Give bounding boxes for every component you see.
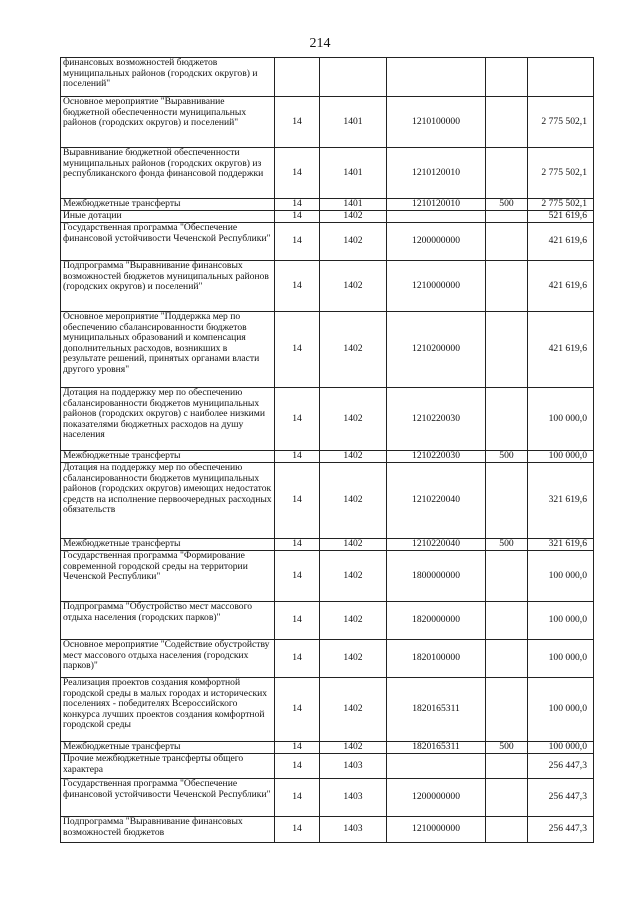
target-article-cell bbox=[387, 211, 486, 223]
amount-cell: 100 000,0 bbox=[528, 602, 594, 640]
ministry-code-cell: 14 bbox=[275, 742, 320, 754]
expense-type-cell bbox=[486, 817, 528, 843]
target-article-cell bbox=[387, 58, 486, 97]
section-code-cell: 1402 bbox=[320, 640, 387, 678]
target-article-cell bbox=[387, 754, 486, 779]
amount-cell: 321 619,6 bbox=[528, 539, 594, 551]
row-name-cell: Государственная программа "Формирование современной городской среды на территории Чеченской Республики" bbox=[61, 551, 275, 602]
ministry-code-cell: 14 bbox=[275, 678, 320, 742]
ministry-code-cell: 14 bbox=[275, 97, 320, 148]
target-article-cell: 1800000000 bbox=[387, 551, 486, 602]
row-name-cell: Дотация на поддержку мер по обеспечению сбалансированности бюджетов муниципальных районов (городских округов) с наиболее низкими показателями бюджетных расходов на душу населения bbox=[61, 388, 275, 451]
section-code-cell: 1402 bbox=[320, 463, 387, 539]
row-name-cell: Подпрограмма "Выравнивание финансовых возможностей бюджетов муниципальных районов (городских округов) и поселений" bbox=[61, 261, 275, 312]
amount-cell: 2 775 502,1 bbox=[528, 148, 594, 199]
target-article-cell: 1210120010 bbox=[387, 199, 486, 211]
target-article-cell: 1820000000 bbox=[387, 602, 486, 640]
table-row bbox=[61, 551, 594, 602]
amount-cell: 100 000,0 bbox=[528, 742, 594, 754]
expense-type-cell bbox=[486, 602, 528, 640]
section-code-cell: 1402 bbox=[320, 261, 387, 312]
table-row bbox=[61, 388, 594, 451]
ministry-code-cell: 14 bbox=[275, 602, 320, 640]
table-row bbox=[61, 312, 594, 388]
table-row bbox=[61, 678, 594, 742]
budget-table bbox=[60, 57, 594, 843]
ministry-code-cell: 14 bbox=[275, 223, 320, 261]
target-article-cell: 1210100000 bbox=[387, 97, 486, 148]
section-code-cell: 1401 bbox=[320, 97, 387, 148]
ministry-code-cell: 14 bbox=[275, 211, 320, 223]
row-name-cell: финансовых возможностей бюджетов муниципальных районов (городских округов) и поселений" bbox=[61, 58, 275, 97]
ministry-code-cell: 14 bbox=[275, 754, 320, 779]
expense-type-cell bbox=[486, 754, 528, 779]
row-name-cell: Дотация на поддержку мер по обеспечению сбалансированности бюджетов муниципальных районов (городских округов) имеющих недостаток средств на исполнение первоочередных расходных обязательств bbox=[61, 463, 275, 539]
amount-cell: 2 775 502,1 bbox=[528, 97, 594, 148]
target-article-cell: 1820165311 bbox=[387, 742, 486, 754]
section-code-cell: 1401 bbox=[320, 199, 387, 211]
table-row bbox=[61, 261, 594, 312]
row-name-cell: Межбюджетные трансферты bbox=[61, 539, 275, 551]
amount-cell bbox=[528, 58, 594, 97]
ministry-code-cell: 14 bbox=[275, 148, 320, 199]
row-name-cell: Основное мероприятие "Выравнивание бюджетной обеспеченности муниципальных районов (городских округов) и поселений" bbox=[61, 97, 275, 148]
amount-cell: 256 447,3 bbox=[528, 754, 594, 779]
table-row bbox=[61, 640, 594, 678]
expense-type-cell bbox=[486, 463, 528, 539]
ministry-code-cell bbox=[275, 58, 320, 97]
row-name-cell: Выравнивание бюджетной обеспеченности муниципальных районов (городских округов) из республиканского фонда финансовой поддержки bbox=[61, 148, 275, 199]
table-row bbox=[61, 779, 594, 817]
row-name-cell: Основное мероприятие "Содействие обустройству мест массового отдыха населения (городских парков)" bbox=[61, 640, 275, 678]
expense-type-cell: 500 bbox=[486, 742, 528, 754]
table-row bbox=[61, 148, 594, 199]
expense-type-cell bbox=[486, 388, 528, 451]
expense-type-cell bbox=[486, 211, 528, 223]
amount-cell: 100 000,0 bbox=[528, 451, 594, 463]
expense-type-cell bbox=[486, 97, 528, 148]
ministry-code-cell: 14 bbox=[275, 199, 320, 211]
ministry-code-cell: 14 bbox=[275, 312, 320, 388]
expense-type-cell bbox=[486, 148, 528, 199]
target-article-cell: 1210000000 bbox=[387, 817, 486, 843]
table-row bbox=[61, 211, 594, 223]
expense-type-cell: 500 bbox=[486, 451, 528, 463]
amount-cell: 2 775 502,1 bbox=[528, 199, 594, 211]
expense-type-cell bbox=[486, 640, 528, 678]
amount-cell: 256 447,3 bbox=[528, 817, 594, 843]
amount-cell: 521 619,6 bbox=[528, 211, 594, 223]
section-code-cell: 1402 bbox=[320, 602, 387, 640]
amount-cell: 100 000,0 bbox=[528, 388, 594, 451]
target-article-cell: 1210220040 bbox=[387, 463, 486, 539]
ministry-code-cell: 14 bbox=[275, 451, 320, 463]
row-name-cell: Прочие межбюджетные трансферты общего характера bbox=[61, 754, 275, 779]
section-code-cell: 1402 bbox=[320, 678, 387, 742]
ministry-code-cell: 14 bbox=[275, 640, 320, 678]
row-name-cell: Государственная программа "Обеспечение финансовой устойчивости Чеченской Республики" bbox=[61, 779, 275, 817]
expense-type-cell bbox=[486, 261, 528, 312]
section-code-cell: 1402 bbox=[320, 388, 387, 451]
row-name-cell: Государственная программа "Обеспечение финансовой устойчивости Чеченской Республики" bbox=[61, 223, 275, 261]
target-article-cell: 1210200000 bbox=[387, 312, 486, 388]
page-number: 214 bbox=[309, 36, 331, 51]
section-code-cell bbox=[320, 58, 387, 97]
row-name-cell: Межбюджетные трансферты bbox=[61, 451, 275, 463]
table-row bbox=[61, 742, 594, 754]
target-article-cell: 1210220040 bbox=[387, 539, 486, 551]
amount-cell: 421 619,6 bbox=[528, 223, 594, 261]
expense-type-cell bbox=[486, 779, 528, 817]
target-article-cell: 1210120010 bbox=[387, 148, 486, 199]
section-code-cell: 1402 bbox=[320, 451, 387, 463]
amount-cell: 100 000,0 bbox=[528, 551, 594, 602]
target-article-cell: 1820100000 bbox=[387, 640, 486, 678]
row-name-cell: Основное мероприятие "Поддержка мер по обеспечению сбалансированности бюджетов муниципальных образований и компенсация дополнительных расходов, возникших в результате решений, принятых органами власти другого уровня" bbox=[61, 312, 275, 388]
table-row bbox=[61, 58, 594, 97]
amount-cell: 100 000,0 bbox=[528, 678, 594, 742]
ministry-code-cell: 14 bbox=[275, 388, 320, 451]
ministry-code-cell: 14 bbox=[275, 817, 320, 843]
table-body bbox=[61, 58, 594, 843]
expense-type-cell: 500 bbox=[486, 199, 528, 211]
target-article-cell: 1210220030 bbox=[387, 388, 486, 451]
table-row bbox=[61, 817, 594, 843]
ministry-code-cell: 14 bbox=[275, 551, 320, 602]
target-article-cell: 1210220030 bbox=[387, 451, 486, 463]
amount-cell: 321 619,6 bbox=[528, 463, 594, 539]
row-name-cell: Межбюджетные трансферты bbox=[61, 199, 275, 211]
target-article-cell: 1200000000 bbox=[387, 223, 486, 261]
section-code-cell: 1402 bbox=[320, 312, 387, 388]
table-row bbox=[61, 602, 594, 640]
amount-cell: 421 619,6 bbox=[528, 261, 594, 312]
amount-cell: 100 000,0 bbox=[528, 640, 594, 678]
table-row bbox=[61, 754, 594, 779]
table-row bbox=[61, 539, 594, 551]
expense-type-cell bbox=[486, 678, 528, 742]
amount-cell: 421 619,6 bbox=[528, 312, 594, 388]
row-name-cell: Подпрограмма "Обустройство мест массового отдыха населения (городских парков)" bbox=[61, 602, 275, 640]
table-row bbox=[61, 463, 594, 539]
row-name-cell: Реализация проектов создания комфортной городской среды в малых городах и исторических поселениях - победителях Всероссийского конкурса лучших проектов создания комфортной городской среды bbox=[61, 678, 275, 742]
target-article-cell: 1820165311 bbox=[387, 678, 486, 742]
amount-cell: 256 447,3 bbox=[528, 779, 594, 817]
table-row bbox=[61, 451, 594, 463]
row-name-cell: Межбюджетные трансферты bbox=[61, 742, 275, 754]
expense-type-cell bbox=[486, 58, 528, 97]
section-code-cell: 1403 bbox=[320, 817, 387, 843]
row-name-cell: Подпрограмма "Выравнивание финансовых возможностей бюджетов bbox=[61, 817, 275, 843]
ministry-code-cell: 14 bbox=[275, 261, 320, 312]
ministry-code-cell: 14 bbox=[275, 779, 320, 817]
expense-type-cell bbox=[486, 312, 528, 388]
row-name-cell: Иные дотации bbox=[61, 211, 275, 223]
target-article-cell: 1210000000 bbox=[387, 261, 486, 312]
table-row bbox=[61, 97, 594, 148]
section-code-cell: 1402 bbox=[320, 551, 387, 602]
expense-type-cell bbox=[486, 223, 528, 261]
section-code-cell: 1402 bbox=[320, 742, 387, 754]
table-row bbox=[61, 223, 594, 261]
section-code-cell: 1403 bbox=[320, 754, 387, 779]
table-row bbox=[61, 199, 594, 211]
target-article-cell: 1200000000 bbox=[387, 779, 486, 817]
ministry-code-cell: 14 bbox=[275, 539, 320, 551]
expense-type-cell: 500 bbox=[486, 539, 528, 551]
ministry-code-cell: 14 bbox=[275, 463, 320, 539]
expense-type-cell bbox=[486, 551, 528, 602]
section-code-cell: 1403 bbox=[320, 779, 387, 817]
section-code-cell: 1401 bbox=[320, 148, 387, 199]
section-code-cell: 1402 bbox=[320, 539, 387, 551]
section-code-cell: 1402 bbox=[320, 211, 387, 223]
section-code-cell: 1402 bbox=[320, 223, 387, 261]
